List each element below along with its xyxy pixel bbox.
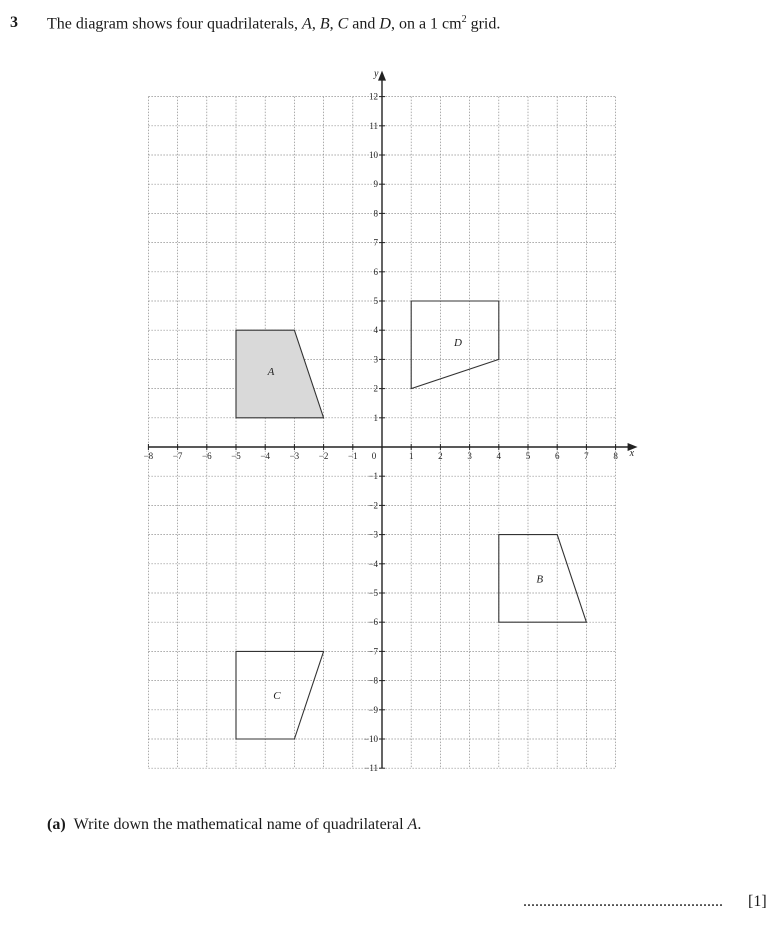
- shape-label-c: C: [273, 690, 281, 703]
- y-tick-label: 8: [373, 208, 378, 219]
- part-a-label: (a): [47, 816, 66, 833]
- y-tick-label: −7: [368, 646, 378, 657]
- question-text-intro: The diagram shows four quadrilaterals,: [47, 15, 303, 33]
- x-tick-label: −3: [289, 451, 300, 461]
- origin-label: 0: [371, 451, 377, 461]
- y-tick-label: −8: [368, 675, 378, 686]
- shape-label-a: A: [267, 366, 275, 379]
- y-tick-label: 10: [369, 150, 378, 160]
- y-tick-label: 5: [373, 296, 378, 306]
- x-tick-label: 5: [525, 451, 531, 461]
- x-axis-label: x: [629, 448, 635, 459]
- y-axis-label: y: [374, 68, 379, 80]
- quadrilateral-a: [236, 330, 324, 418]
- question-number: 3: [10, 14, 18, 31]
- grid-text-end: grid.: [466, 15, 501, 33]
- y-tick-label: 1: [373, 412, 378, 423]
- comma-2: ,: [329, 15, 338, 33]
- y-tick-label: 4: [373, 325, 378, 336]
- y-tick-label: 3: [373, 354, 378, 365]
- shape-label-b: B: [536, 573, 544, 586]
- y-tick-label: 12: [369, 91, 378, 102]
- y-axis-arrow: [378, 71, 386, 81]
- y-tick-label: 11: [369, 120, 378, 131]
- x-tick-label: 1: [408, 451, 414, 461]
- x-tick-label: −7: [172, 451, 183, 461]
- y-tick-label: −5: [368, 588, 378, 598]
- x-tick-label: −4: [260, 451, 270, 461]
- y-tick-label: −1: [368, 471, 378, 482]
- y-tick-label: −4: [368, 558, 378, 569]
- x-tick-label: −1: [348, 451, 358, 461]
- shape-name-b: B: [319, 15, 330, 33]
- shape-name-d: D: [379, 15, 391, 33]
- x-tick-label: 6: [554, 451, 560, 461]
- marks-label: [1]: [748, 893, 767, 910]
- squared-superscript: 2: [461, 14, 467, 25]
- y-tick-label: −3: [368, 529, 378, 540]
- part-a-question: [47, 816, 421, 834]
- part-a-shape: A: [407, 816, 418, 833]
- y-tick-label: 2: [373, 383, 378, 394]
- shape-name-a: A: [302, 15, 312, 33]
- comma-1: ,: [311, 15, 320, 33]
- y-tick-label: 6: [373, 266, 378, 277]
- answer-line[interactable]: ..................................................: [523, 893, 723, 910]
- x-tick-label: −8: [143, 451, 154, 461]
- x-tick-label: 4: [496, 451, 502, 461]
- y-tick-label: 9: [373, 179, 378, 190]
- y-tick-label: −11: [364, 763, 378, 774]
- and-text: and: [348, 15, 380, 33]
- y-tick-label: 7: [373, 237, 378, 248]
- x-tick-label: 3: [467, 451, 472, 461]
- shape-label-d: D: [453, 336, 462, 349]
- x-tick-label: 8: [613, 451, 618, 461]
- grid-text: , on a 1 cm: [390, 15, 462, 33]
- y-tick-label: −10: [363, 734, 378, 744]
- part-a-end: .: [417, 816, 422, 833]
- part-a-text: Write down the mathematical name of quadrilateral: [73, 816, 408, 833]
- x-tick-label: 2: [438, 451, 443, 461]
- shape-name-c: C: [337, 15, 349, 33]
- y-tick-label: −9: [368, 704, 378, 715]
- x-tick-label: −5: [231, 451, 241, 461]
- x-tick-label: −2: [318, 451, 329, 461]
- y-tick-label: −6: [368, 617, 378, 628]
- x-tick-label: 7: [584, 451, 589, 461]
- y-tick-label: −2: [368, 500, 378, 511]
- x-tick-label: −6: [202, 451, 212, 461]
